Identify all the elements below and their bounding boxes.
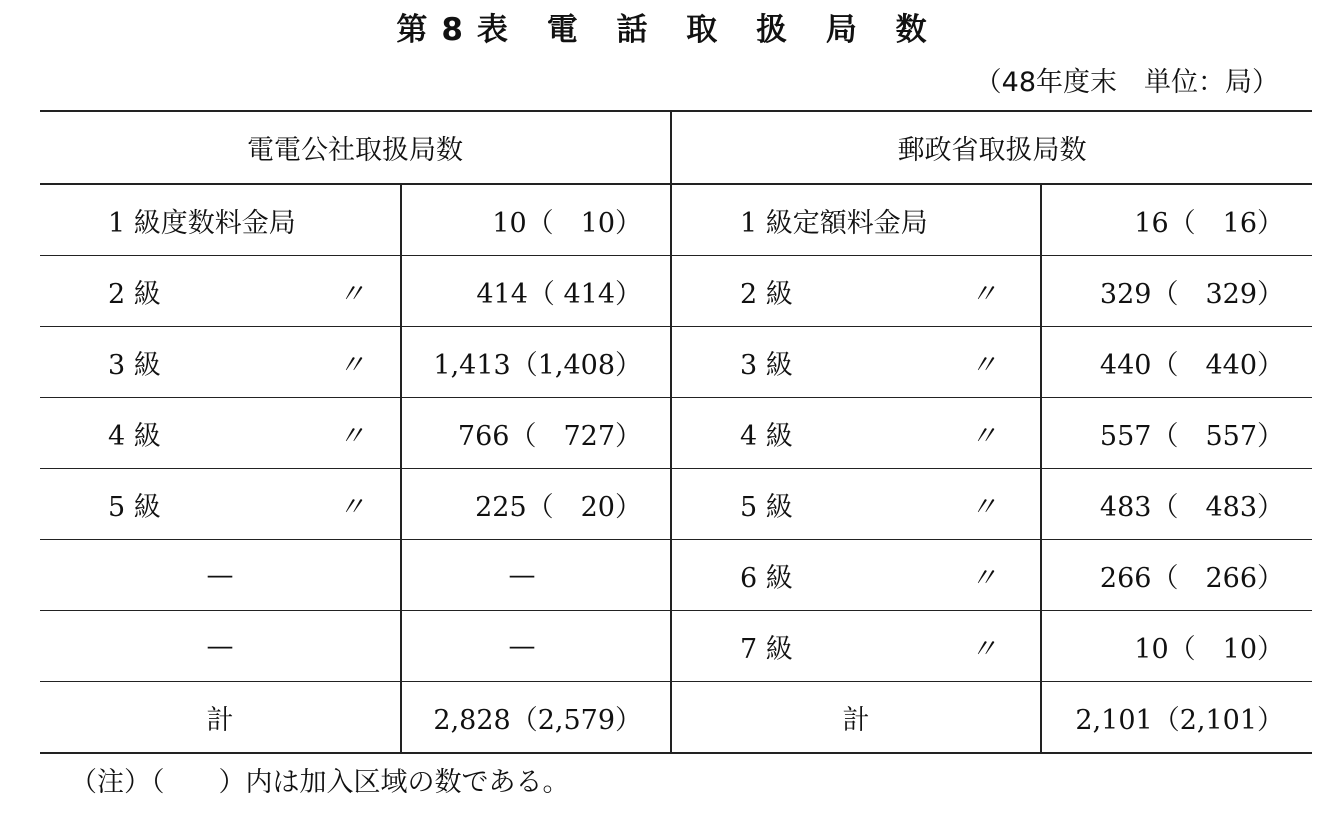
right-label: 7 級 xyxy=(740,633,793,665)
table-row xyxy=(40,256,1312,327)
table-row xyxy=(40,469,1312,540)
left-label: 3 級 xyxy=(108,349,161,381)
right-value: 10（ 10） xyxy=(1041,611,1312,682)
ditto-mark: 〃 xyxy=(338,491,365,523)
right-label: 4 級 xyxy=(740,420,793,452)
left-value: 225（ 20） xyxy=(401,469,671,540)
left-label-cell xyxy=(40,327,401,398)
table-row xyxy=(40,611,1312,682)
table-row xyxy=(40,540,1312,611)
right-value: 266（ 266） xyxy=(1041,540,1312,611)
right-total: 2,101（2,101） xyxy=(1041,682,1312,754)
right-value: 483（ 483） xyxy=(1041,469,1312,540)
left-label: — xyxy=(40,611,401,682)
right-total-label: 計 xyxy=(671,682,1041,754)
ditto-mark: 〃 xyxy=(970,349,997,381)
right-label: 1 級定額料金局 xyxy=(740,207,928,239)
right-value: 329（ 329） xyxy=(1041,256,1312,327)
left-label: — xyxy=(40,540,401,611)
left-label-cell xyxy=(40,469,401,540)
left-value: 766（ 727） xyxy=(401,398,671,469)
table-row xyxy=(40,327,1312,398)
table-row xyxy=(40,398,1312,469)
ditto-mark: 〃 xyxy=(970,278,997,310)
left-label-cell xyxy=(40,256,401,327)
total-row xyxy=(40,682,1312,754)
left-label: 2 級 xyxy=(108,278,161,310)
left-total: 2,828（2,579） xyxy=(401,682,671,754)
telephone-offices-table xyxy=(40,110,1312,754)
left-label: 5 級 xyxy=(108,491,161,523)
right-label-cell xyxy=(671,184,1041,256)
right-label: 5 級 xyxy=(740,491,793,523)
right-label: 3 級 xyxy=(740,349,793,381)
left-value: 414（ 414） xyxy=(401,256,671,327)
right-label: 6 級 xyxy=(740,562,793,594)
right-value: 16（ 16） xyxy=(1041,184,1312,256)
right-header: 郵政省取扱局数 xyxy=(671,111,1312,184)
ditto-mark: 〃 xyxy=(338,420,365,452)
ditto-mark: 〃 xyxy=(338,278,365,310)
header-row xyxy=(40,111,1312,184)
right-label-cell xyxy=(671,540,1041,611)
ditto-mark: 〃 xyxy=(970,562,997,594)
ditto-mark: 〃 xyxy=(970,491,997,523)
right-label-cell xyxy=(671,611,1041,682)
table-title: 第8表 電 話 取 扱 局 数 xyxy=(396,12,941,48)
left-total-label: 計 xyxy=(40,682,401,754)
right-label-cell xyxy=(671,469,1041,540)
ditto-mark: 〃 xyxy=(970,420,997,452)
right-label-cell xyxy=(671,256,1041,327)
left-value: 1,413（1,408） xyxy=(401,327,671,398)
right-value: 440（ 440） xyxy=(1041,327,1312,398)
right-label-cell xyxy=(671,398,1041,469)
ditto-mark: 〃 xyxy=(970,633,997,665)
left-header: 電電公社取扱局数 xyxy=(40,111,671,184)
right-label: 2 級 xyxy=(740,278,793,310)
right-value: 557（ 557） xyxy=(1041,398,1312,469)
left-value: — xyxy=(401,611,671,682)
ditto-mark: 〃 xyxy=(338,349,365,381)
left-label-cell xyxy=(40,398,401,469)
footnote: （注）（ ）内は加入区域の数である。 xyxy=(70,767,570,798)
left-label: 1 級度数料金局 xyxy=(108,207,296,239)
left-value: 10（ 10） xyxy=(401,184,671,256)
right-label-cell xyxy=(671,327,1041,398)
table-row xyxy=(40,184,1312,256)
unit-note: （48年度末 単位：局） xyxy=(974,67,1279,98)
left-label-cell xyxy=(40,184,401,256)
left-value: — xyxy=(401,540,671,611)
left-label: 4 級 xyxy=(108,420,161,452)
